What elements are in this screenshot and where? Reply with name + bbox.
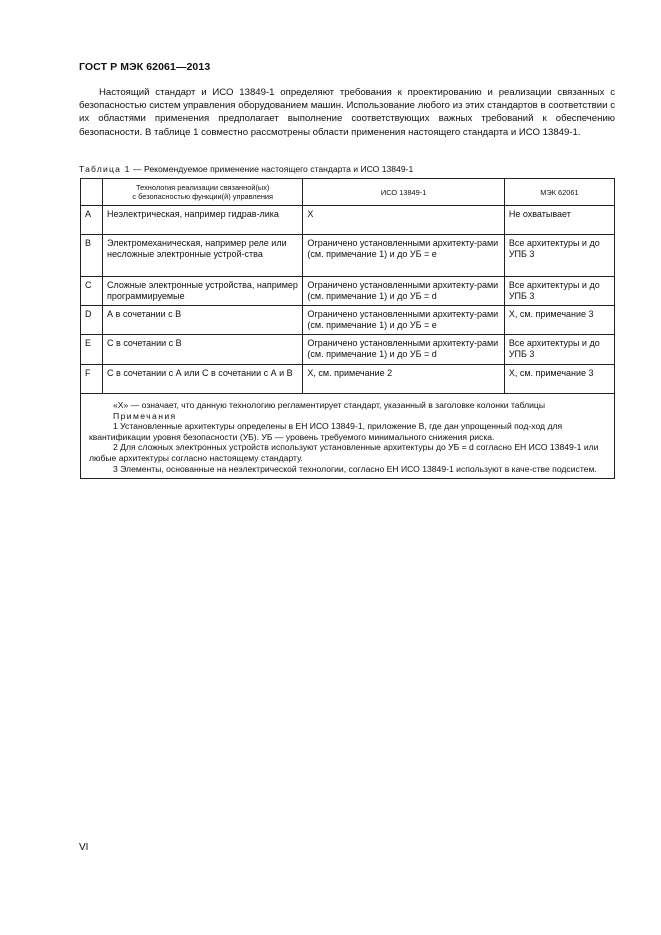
row-iso: X, см. примечание 2 — [303, 365, 504, 394]
row-letter: D — [81, 306, 103, 335]
row-iso: Ограничено установленными архитекту-рами (см. примечание 1) и до УБ = e — [303, 235, 504, 277]
row-tech: Электромеханическая, например реле или несложные электронные устрой-ства — [103, 235, 303, 277]
row-mek: X, см. примечание 3 — [504, 365, 614, 394]
intro-text — [79, 86, 615, 139]
table-notes — [81, 394, 615, 479]
row-letter: C — [81, 277, 103, 306]
notes-heading: Примечания — [113, 410, 177, 421]
row-tech: С в сочетании с А или С в сочетании с А и В — [103, 365, 303, 394]
row-tech: С в сочетании с В — [103, 335, 303, 365]
table-row — [81, 365, 615, 394]
header-tech-cell — [103, 179, 303, 206]
row-mek: Все архитектуры и до УПБ 3 — [504, 277, 614, 306]
document-header: ГОСТ Р МЭК 62061—2013 — [79, 61, 211, 73]
intro-paragraph: Настоящий стандарт и ИСО 13849-1 определяют требования к проектированию и реализации связанных с безопасностью систем управления оборудованием машин. Использование любого из этих стандартов в соответствии с их областями применения предполагает выполнение соответствующих важных требований к обеспечению безопасности. В таблице 1 совместно рассмотрены области применения настоящего стандарта и ИСО 13849-1. — [79, 87, 615, 138]
table-row — [81, 277, 615, 306]
notes-x-meaning: «X» — означает, что данную технологию регламентирует стандарт, указанный в заголовке колонки таблицы — [113, 400, 546, 410]
table-notes-row — [81, 394, 615, 479]
table-row — [81, 335, 615, 365]
row-tech: А в сочетании с В — [103, 306, 303, 335]
table-row — [81, 206, 615, 235]
header-iso-cell: ИСО 13849-1 — [303, 179, 504, 206]
row-iso: Ограничено установленными архитекту-рами (см. примечание 1) и до УБ = d — [303, 277, 504, 306]
row-iso: Ограничено установленными архитекту-рами (см. примечание 1) и до УБ = d — [303, 335, 504, 365]
header-letter-cell — [81, 179, 103, 206]
row-tech: Сложные электронные устройства, например программируемые — [103, 277, 303, 306]
note-2: 2 Для сложных электронных устройств используют установленные архитектуры до УБ = d согласно ЕН ИСО 13849-1 или любые архитектуры согласно настоящему стандарту. — [89, 442, 599, 463]
table-caption — [79, 164, 413, 174]
row-letter: B — [81, 235, 103, 277]
row-mek: Не охватывает — [504, 206, 614, 235]
page-number: VI — [79, 842, 89, 853]
row-letter: F — [81, 365, 103, 394]
table-header-row — [81, 179, 615, 206]
note-1: 1 Установленные архитектуры определены в ЕН ИСО 13849-1, приложение В, где дан упрощенный под-ход для квантификации уровня безопасности (УБ). УБ — уровень требуемого минимального снижения риска. — [89, 421, 563, 442]
row-mek: Все архитектуры и до УПБ 3 — [504, 235, 614, 277]
note-3: 3 Элементы, основанные на неэлектрической технологии, согласно ЕН ИСО 13849-1 используют в каче-стве подсистем. — [113, 463, 597, 474]
table-row — [81, 235, 615, 277]
row-mek: Все архитектуры и до УПБ 3 — [504, 335, 614, 365]
table-caption-label: Таблица 1 — [79, 164, 131, 174]
header-mek-cell: МЭК 62061 — [504, 179, 614, 206]
header-tech-line1: Технология реализации связанной(ых) — [136, 183, 270, 192]
row-letter: A — [81, 206, 103, 235]
table-row — [81, 306, 615, 335]
row-iso: X — [303, 206, 504, 235]
table-caption-text: — Рекомендуемое применение настоящего стандарта и ИСО 13849-1 — [130, 164, 414, 174]
row-letter: E — [81, 335, 103, 365]
row-tech: Неэлектрическая, например гидрав-лика — [103, 206, 303, 235]
recommendation-table — [80, 178, 615, 479]
row-mek: X, см. примечание 3 — [504, 306, 614, 335]
header-tech-line2: с безопасностью функции(й) управления — [132, 192, 274, 201]
row-iso: Ограничено установленными архитекту-рами (см. примечание 1) и до УБ = e — [303, 306, 504, 335]
